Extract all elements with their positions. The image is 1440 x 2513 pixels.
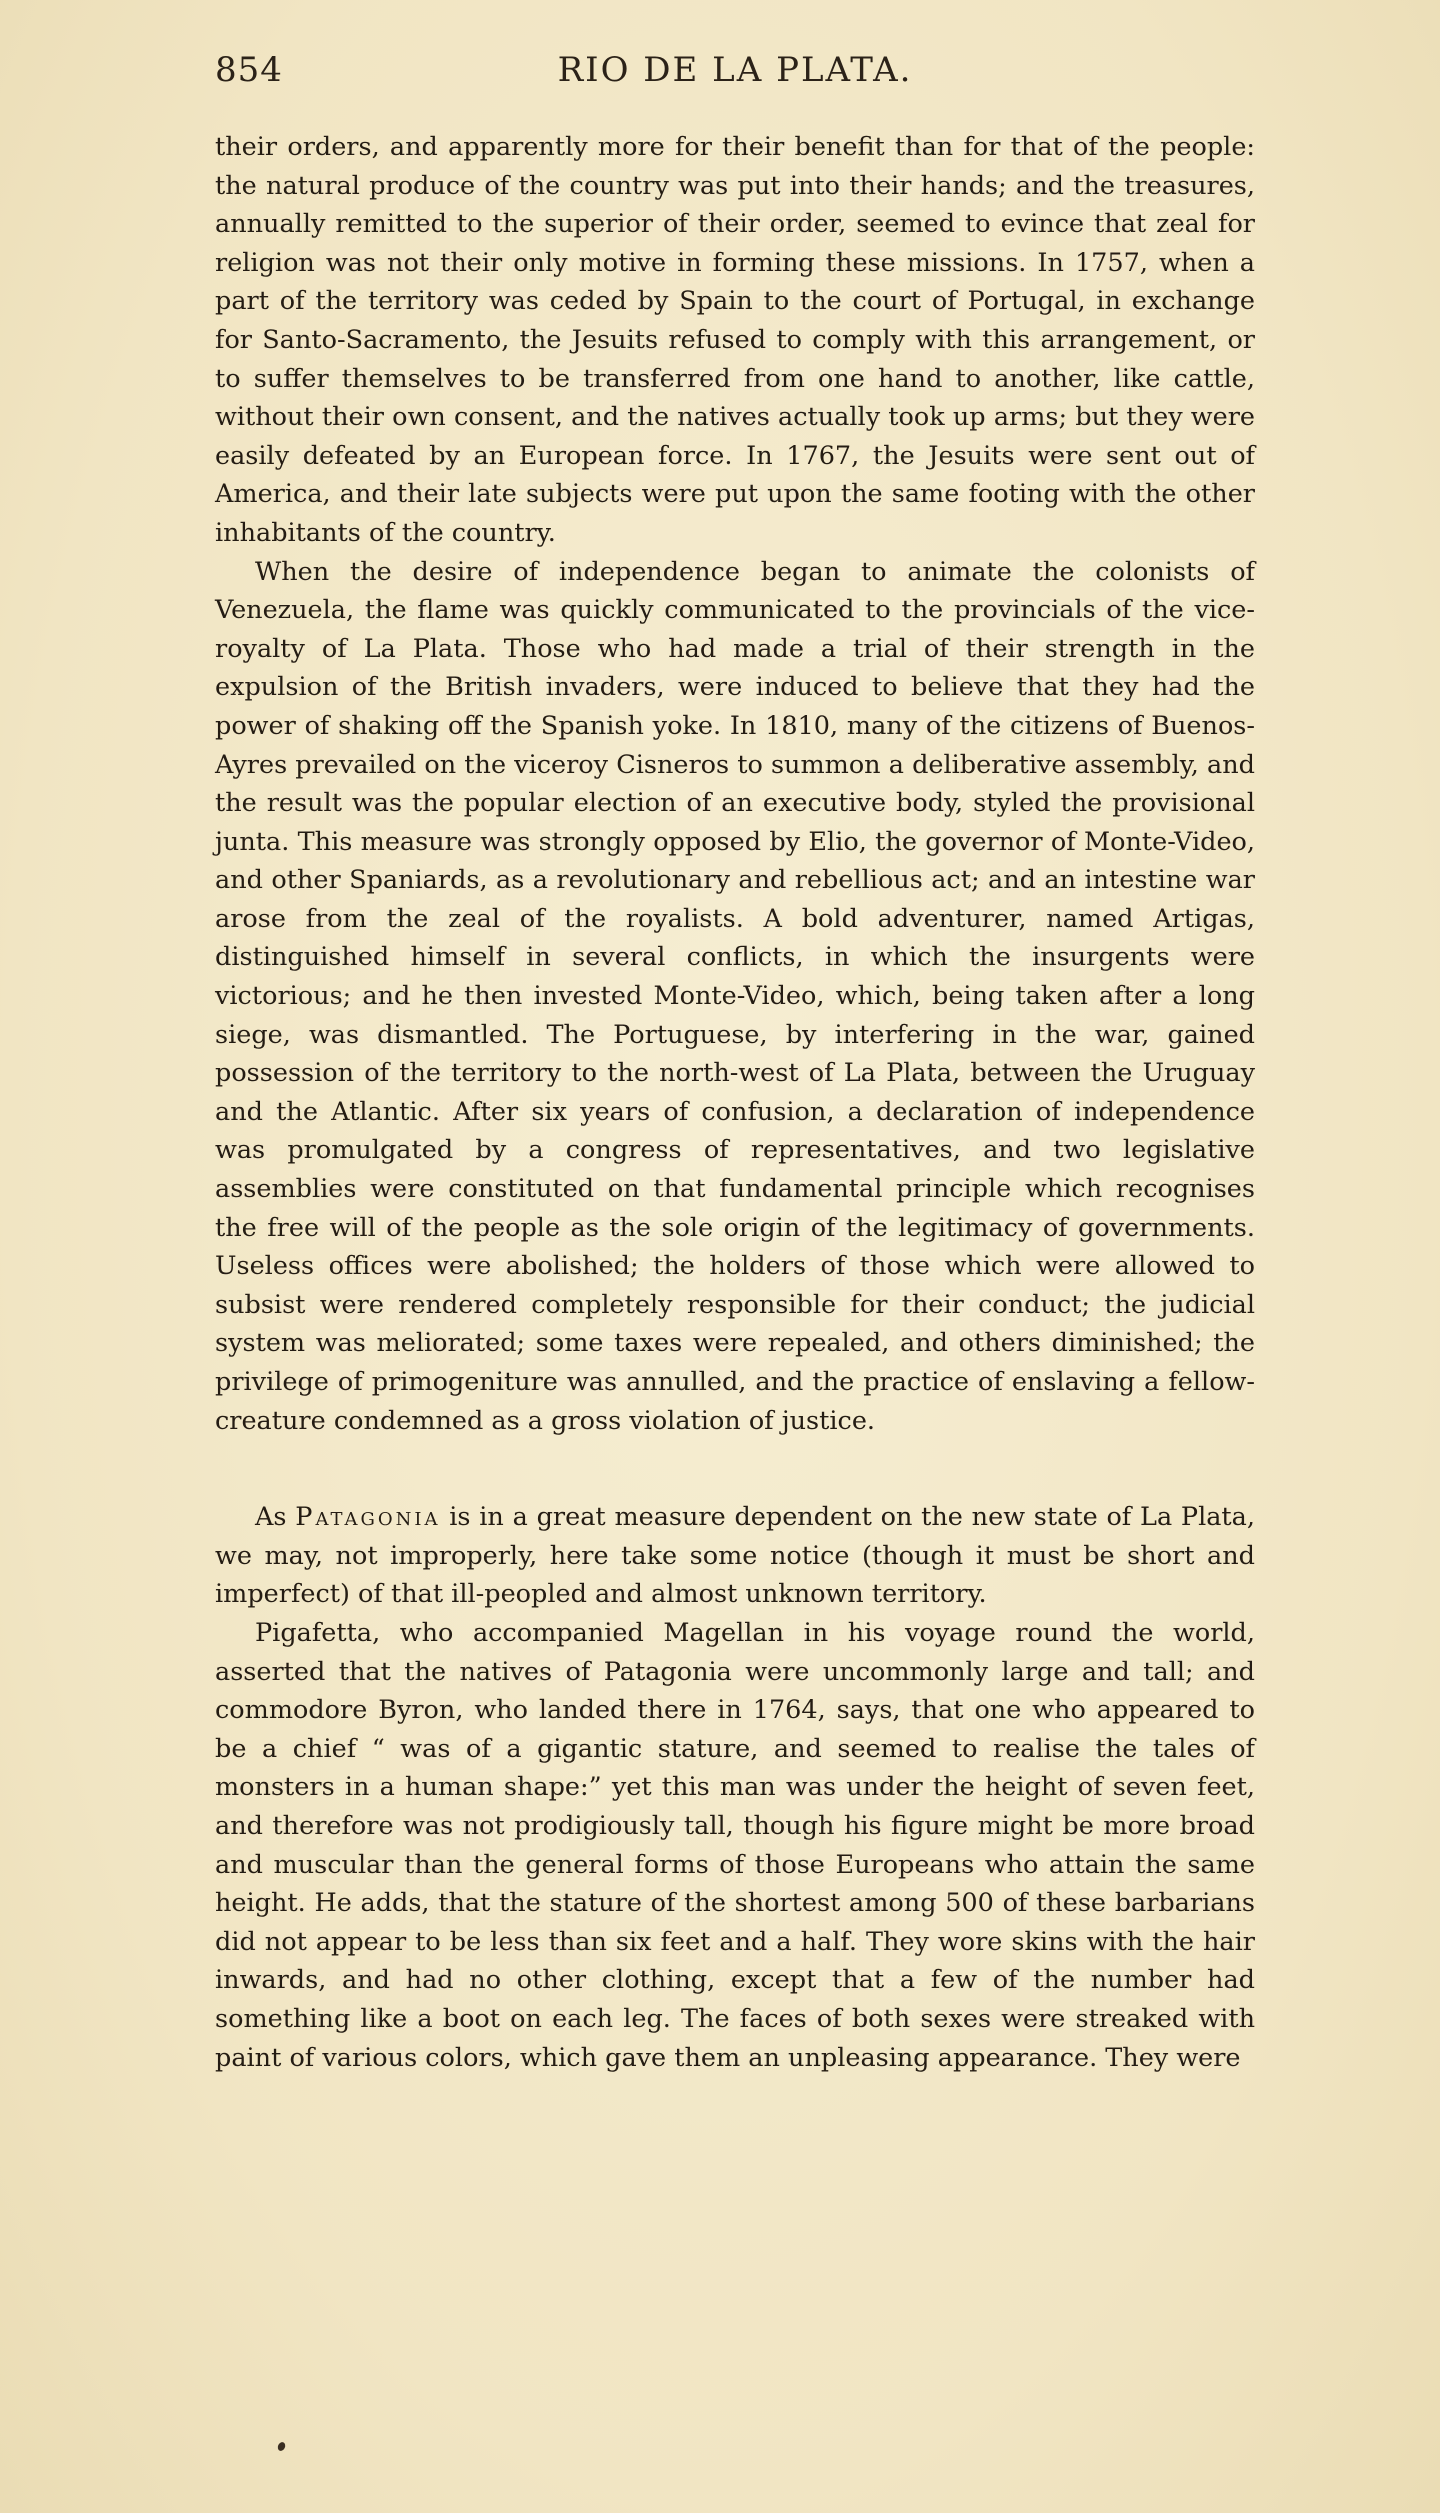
- paragraph-independence: When the desire of independence began to animate the colonists of Venezuela, the flame was quickly communicated to the provincials of the vice-royalty of La Plata. Those who had made a trial of their strength in the expulsion of the British invaders, were induced to believe that they had the power of shaking off the Spanish yoke. In 1810, many of the citizens of Buenos-Ayres prevailed on the viceroy Cisneros to summon a deliberative assembly, and the result was the popular election of an executive body, styled the provisional junta. This measure was strongly opposed by Elio, the governor of Monte-Video, and other Spaniards, as a revolutionary and rebellious act; and an intestine war arose from the zeal of the royalists. A bold adventurer, named Artigas, distinguished himself in several conflicts, in which the insurgents were victorious; and he then invested Monte-Video, which, being taken after a long siege, was dismantled. The Portuguese, by interfering in the war, gained possession of the territory to the north-west of La Plata, between the Uruguay and the Atlantic. After six years of confusion, a declaration of independence was promulgated by a congress of representatives, and two legislative assemblies were constituted on that fundamental principle which recognises the free will of the people as the sole origin of the legitimacy of governments. Useless offices were abolished; the holders of those which were allowed to subsist were rendered completely responsible for their conduct; the judicial system was meliorated; some taxes were repealed, and others diminished; the privilege of primogeniture was annulled, and the practice of enslaving a fellow-creature condemned as a gross violation of justice.: [215, 556, 1255, 1436]
- page-header: [215, 40, 1255, 100]
- patagonia-lead: As: [255, 1502, 296, 1533]
- patagonia-intro-text: is in a great measure dependent on the new state of La Plata, we may, not improperly, here take some notice (though it must be short and imperfect) of that ill-peopled and almost unknown territory.: [215, 1502, 1255, 1610]
- body-text: [215, 128, 1255, 2077]
- running-title: RIO DE LA PLATA.: [557, 50, 913, 90]
- paragraph-jesuit-missions: their orders, and apparently more for their benefit than for that of the people: the natural produce of the country was put into their hands; and the treasures, annually remitted to the superior of their order, seemed to evince that zeal for religion was not their only motive in forming these missions. In 1757, when a part of the territory was ceded by Spain to the court of Portugal, in exchange for Santo-Sacramento, the Jesuits refused to comply with this arrangement, or to suffer themselves to be transferred from one hand to another, like cattle, without their own consent, and the natives actually took up arms; but they were easily defeated by an European force. In 1767, the Jesuits were sent out of America, and their late subjects were put upon the same footing with the other inhabitants of the country.: [215, 132, 1255, 548]
- section-gap: [215, 1440, 1255, 1498]
- patagonia-heading-word: Patagonia: [295, 1502, 441, 1533]
- paragraph-pigafetta: Pigafetta, who accompanied Magellan in his voyage round the world, asserted that the natives of Patagonia were uncommonly large and tall; and commodore Byron, who landed there in 1764, says, that one who appeared to be a chief “ was of a gigantic stature, and seemed to realise the tales of monsters in a human shape:” yet this man was under the height of seven feet, and therefore was not prodigiously tall, though his figure might be more broad and muscular than the general forms of those Europeans who attain the same height. He adds, that the stature of the shortest among 500 of these barbarians did not appear to be less than six feet and a half. They wore skins with the hair inwards, and had no other clothing, except that a few of the number had something like a boot on each leg. The faces of both sexes were streaked with paint of various colors, which gave them an unpleasing appearance. They were: [215, 1617, 1255, 2073]
- paragraph-patagonia-intro: [215, 1498, 1255, 1614]
- page-number: 854: [215, 50, 283, 90]
- ink-speck: [276, 2441, 286, 2452]
